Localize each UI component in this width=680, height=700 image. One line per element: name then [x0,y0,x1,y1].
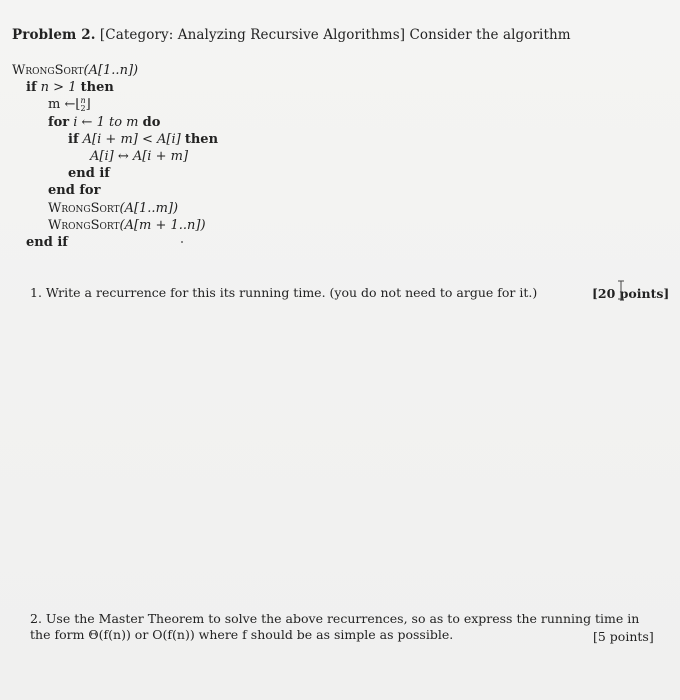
outer-condition: n > 1 [40,80,77,96]
text-cursor-icon [617,280,625,300]
then-keyword: then [80,80,114,96]
problem-number: Problem 2. [12,27,96,43]
if-keyword: if [26,80,37,96]
recursive-call-2 [12,217,218,234]
for-range: i ← 1 to m [73,114,139,130]
call2-args: (A[m + 1..n]) [119,217,206,233]
inner-then-keyword: then [184,131,219,147]
swap-statement: A[i] ↔ A[i + m] [90,148,189,164]
call1-name: WrongSort [48,200,120,216]
pseudocode-block [12,62,218,251]
algorithm-name: WrongSort [12,63,84,78]
problem-category: [Category: Analyzing Recursive Algorithms] Consider the algorithm [99,27,571,43]
stray-dot [181,241,183,243]
m-assign: m ←⌊ [48,97,81,113]
problem-heading [12,27,571,43]
question-1-points: [20 points] [592,286,670,301]
inner-if-keyword: if [68,131,79,147]
end-if-outer: end if [26,234,68,250]
frac-numerator: n [80,95,86,105]
floor-close: ⌋ [85,97,91,113]
frac-denominator: 2 [80,103,86,113]
inner-if-line [12,131,218,148]
swap-line [12,148,218,165]
question-2: 2. Use the Master Theorem to solve the above recurrences, so as to express the running time in the form Θ(f(n)) or O(f(n)) where f should be as simple as possible. [30,611,640,642]
call2-name: WrongSort [48,217,120,233]
outer-if-line [12,79,218,96]
for-line [12,114,218,131]
algorithm-args: (A[1..n]) [83,63,139,78]
recursive-call-1 [12,200,218,217]
end-if-inner: end if [68,166,110,182]
question-1: 1. Write a recurrence for this its running time. (you do not need to argue for it.) [30,285,538,300]
for-keyword: for [48,114,70,130]
do-keyword: do [142,114,161,130]
call1-args: (A[1..m]) [119,200,179,216]
question-2-points: [5 points] [593,629,654,644]
algorithm-header [12,62,218,79]
end-for: end for [48,183,101,199]
inner-condition: A[i + m] < A[i] [82,131,181,147]
m-assign-line [12,96,218,113]
